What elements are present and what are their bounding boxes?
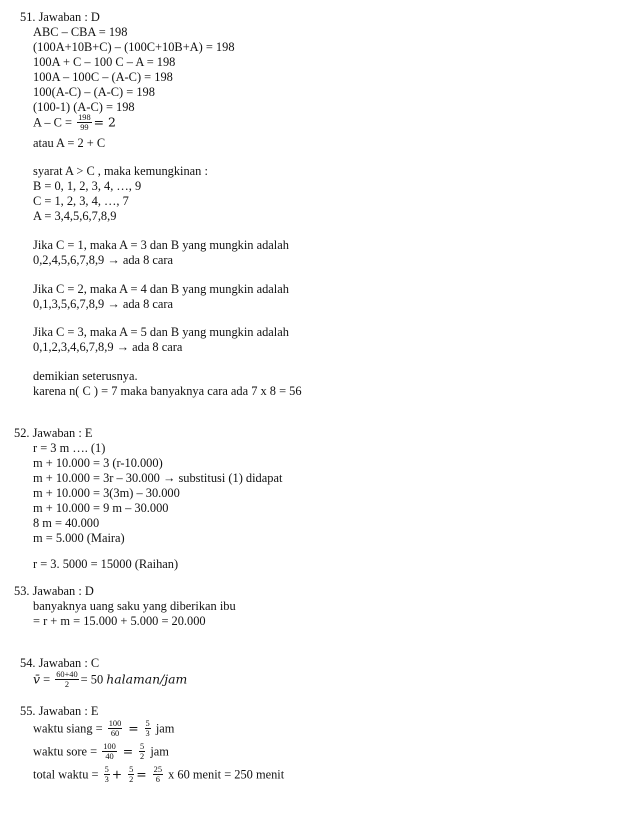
fraction-numerator: 60+40 xyxy=(56,670,78,679)
fraction-denominator: 6 xyxy=(155,775,160,784)
q55-label: total waktu = xyxy=(33,767,102,782)
fraction-denominator: 2 xyxy=(64,680,70,689)
q55-line-siang xyxy=(33,720,174,739)
q51-line: 0,1,2,3,4,6,7,8,9 → ada 8 cara xyxy=(33,340,183,354)
vbar-symbol: v̄ xyxy=(33,671,40,687)
q53-line: banyaknya uang saku yang diberikan ibu xyxy=(33,599,236,613)
fraction-denominator: 99 xyxy=(80,123,89,132)
q54-unit: halaman/jam xyxy=(106,671,188,687)
fraction-numerator: 25 xyxy=(153,765,162,774)
q52-line: m + 10.000 = 9 m – 30.000 xyxy=(33,501,169,515)
q55-unit: jam xyxy=(152,721,175,736)
fraction-denominator: 60 xyxy=(110,729,120,738)
q52-header: 52. Jawaban : E xyxy=(14,426,93,440)
q51-line: C = 1, 2, 3, 4, …, 7 xyxy=(33,194,129,208)
q55-fraction xyxy=(102,742,117,761)
q51-header: 51. Jawaban : D xyxy=(20,10,100,24)
fraction-numerator: 5 xyxy=(104,765,109,774)
q55-line-sore xyxy=(33,743,169,762)
q52-line: 8 m = 40.000 xyxy=(33,516,100,530)
q54-header: 54. Jawaban : C xyxy=(20,656,100,670)
q51-line: 100A + C – 100 C – A = 198 xyxy=(33,55,176,69)
q51-line: 100A – 100C – (A-C) = 198 xyxy=(33,70,173,84)
q51-line: 100(A-C) – (A-C) = 198 xyxy=(33,85,155,99)
q53-line: = r + m = 15.000 + 5.000 = 20.000 xyxy=(33,614,206,628)
q55-fraction xyxy=(108,719,123,738)
fraction-denominator: 2 xyxy=(129,775,134,784)
q51-fraction xyxy=(77,113,92,132)
q51-line: A = 3,4,5,6,7,8,9 xyxy=(33,209,117,223)
q53-header: 53. Jawaban : D xyxy=(14,584,94,598)
q55-eq: = xyxy=(118,743,138,759)
fraction-denominator: 3 xyxy=(104,775,109,784)
q51-fraction-line xyxy=(33,114,116,133)
q54-eq: = xyxy=(40,672,54,687)
q54-fraction-line xyxy=(33,671,187,690)
q52-line: m + 10.000 = 3 (r-10.000) xyxy=(33,456,163,470)
fraction-numerator: 100 xyxy=(103,742,116,751)
q51-line: 0,1,3,5,6,7,8,9 → ada 8 cara xyxy=(33,297,174,311)
q51-line: 0,2,4,5,6,7,8,9 → ada 8 cara xyxy=(33,253,174,267)
q55-eq: = xyxy=(124,720,143,736)
q55-unit: jam xyxy=(147,744,169,759)
q55-fraction xyxy=(128,765,134,784)
q51-line: atau A = 2 + C xyxy=(33,136,106,150)
q51-line: (100A+10B+C) – (100C+10B+A) = 198 xyxy=(33,40,235,54)
q51-line: Jika C = 3, maka A = 5 dan B yang mungkin adalah xyxy=(33,325,289,339)
q51-line: ABC – CBA = 198 xyxy=(33,25,128,39)
q55-plus: + xyxy=(111,766,127,782)
q55-fraction xyxy=(153,765,163,784)
fraction-numerator: 100 xyxy=(108,719,122,728)
q51-line: syarat A > C , maka kemungkinan : xyxy=(33,164,208,178)
q51-line: Jika C = 2, maka A = 4 dan B yang mungkin adalah xyxy=(33,282,289,296)
q55-fraction xyxy=(139,742,145,761)
q55-tail: x 60 menit = 250 menit xyxy=(165,767,285,782)
q52-line: m + 10.000 = 3(3m) – 30.000 xyxy=(33,486,180,500)
q51-line: (100-1) (A-C) = 198 xyxy=(33,100,135,114)
fraction-numerator: 5 xyxy=(145,719,150,728)
q55-label: waktu siang = xyxy=(33,721,106,736)
q55-label: waktu sore = xyxy=(33,744,101,759)
q54-result: = 50 xyxy=(80,672,107,687)
q55-eq: = xyxy=(136,766,151,782)
fraction-numerator: 198 xyxy=(78,113,91,122)
fraction-denominator: 3 xyxy=(145,729,150,738)
q55-line-total xyxy=(33,766,284,785)
q52-line: m + 10.000 = 3r – 30.000 → substitusi (1) didapat xyxy=(33,471,283,485)
fraction-numerator: 5 xyxy=(140,742,145,751)
fraction-denominator: 2 xyxy=(140,752,145,761)
q52-line: r = 3 m …. (1) xyxy=(33,441,106,455)
fraction-numerator: 5 xyxy=(129,765,134,774)
q51-line: B = 0, 1, 2, 3, 4, …, 9 xyxy=(33,179,142,193)
q52-line: r = 3. 5000 = 15000 (Raihan) xyxy=(33,557,179,571)
q51-suffix: = 2 xyxy=(93,114,116,130)
q55-fraction xyxy=(145,719,151,738)
fraction-denominator: 40 xyxy=(105,752,114,761)
q51-line: demikian seterusnya. xyxy=(33,369,138,383)
q51-prefix: A – C = xyxy=(33,115,76,130)
q51-line: Jika C = 1, maka A = 3 dan B yang mungkin adalah xyxy=(33,238,289,252)
q52-line: m = 5.000 (Maira) xyxy=(33,531,125,545)
q54-fraction xyxy=(55,670,78,689)
q55-header: 55. Jawaban : E xyxy=(20,704,99,718)
q51-line: karena n( C ) = 7 maka banyaknya cara ada 7 x 8 = 56 xyxy=(33,384,302,398)
q55-fraction xyxy=(104,765,110,784)
